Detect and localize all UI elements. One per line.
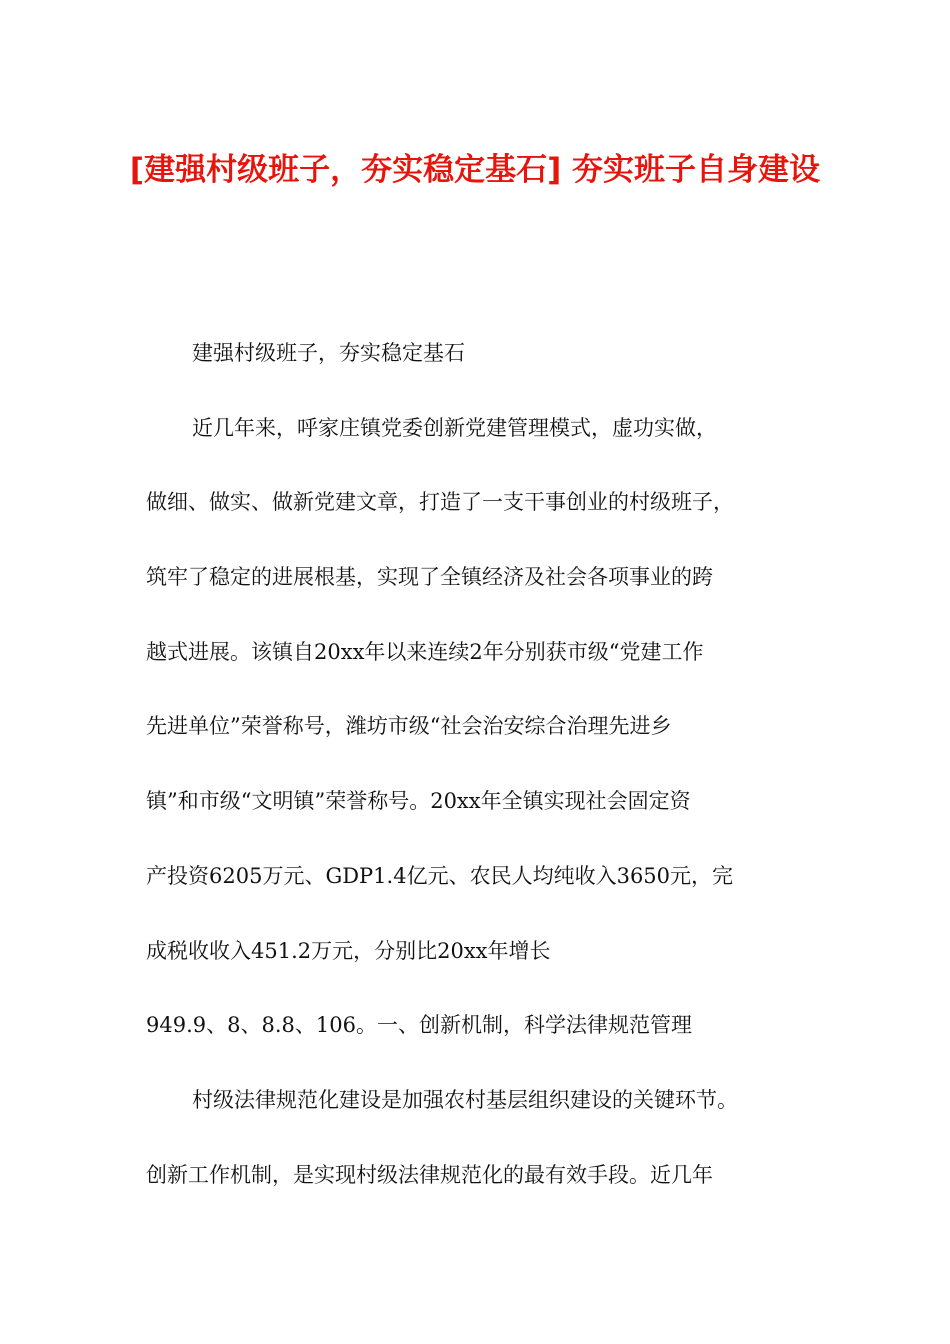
text-line: 做细、做实、做新党建文章，打造了一支干事创业的村级班子， [146,490,734,515]
document-title: [建强村级班子，夯实稳定基石] 夯实班子自身建设 [129,152,821,188]
text-line: 村级法律规范化建设是加强农村基层组织建设的关键环节。 [192,1087,738,1112]
text-line: 筑牢了稳定的进展根基，实现了全镇经济及社会各项事业的跨 [146,565,713,590]
text-line: 越式进展。该镇自20xx年以来连续2年分别获市级“党建工作 [146,639,704,664]
text-line: 先进单位”荣誉称号，潍坊市级“社会治安综合治理先进乡 [146,714,672,739]
text-line: 949.9、8、8.8、106。一、创新机制，科学法律规范管理 [146,1013,692,1038]
document-body [146,330,816,1226]
paragraph-heading: 建强村级班子，夯实稳定基石 [192,341,465,365]
text-line: 产投资6205万元、GDP1.4亿元、农民人均纯收入3650元，完 [146,863,734,888]
text-line: 创新工作机制，是实现村级法律规范化的最有效手段。近几年 [146,1162,713,1187]
text-line: 成税收收入451.2万元，分别比20xx年增长 [146,938,551,963]
text-line: 镇”和市级“文明镇”荣誉称号。20xx年全镇实现社会固定资 [146,789,691,814]
text-line: 近几年来，呼家庄镇党委创新党建管理模式，虚功实做， [192,415,717,440]
